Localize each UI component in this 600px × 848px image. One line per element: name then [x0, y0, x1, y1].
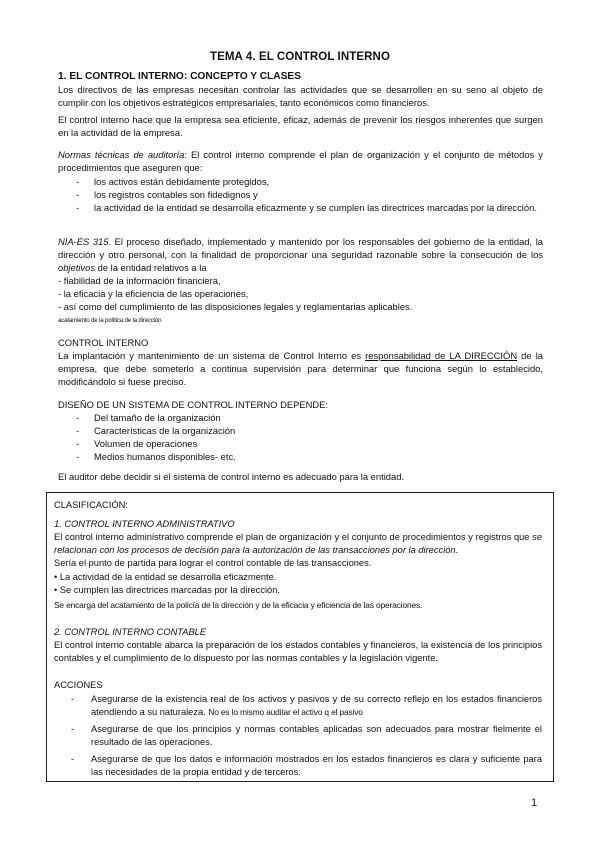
admin-bullet: • La actividad de la entidad se desarrolla eficazmente.	[54, 572, 277, 582]
list-item: - la actividad de la entidad se desarrolla eficazmente y se cumplen las directrices marcadas por la dirección.	[58, 201, 543, 214]
nia-label: NIA-ES 315	[58, 236, 109, 247]
list-item: - los activos están debidamente protegidos,	[58, 175, 543, 188]
list-item: - Del tamaño de la organización	[58, 411, 543, 424]
nia-paragraph	[58, 235, 543, 274]
admin-paragraph	[54, 531, 542, 557]
nia-objetivos: objetivos	[58, 262, 96, 273]
admin-text-b: .	[455, 545, 459, 555]
clasificacion-heading: CLASIFICACIÓN:	[54, 500, 128, 510]
nia-line: - fiabilidad de la información financiera,	[58, 275, 221, 286]
diseno-heading: DISEÑO DE UN SISTEMA DE CONTROL INTERNO DEPENDE:	[58, 399, 329, 410]
nia-line: - así como del cumplimiento de las disposiciones legales y reglamentarias aplicables.	[58, 301, 413, 312]
list-item: - Características de la organización	[58, 424, 543, 437]
control-heading: CONTROL INTERNO	[58, 337, 149, 348]
control-interno-paragraph: El control interno hace que la empresa sea eficiente, eficaz, además de prevenir los riesgos inherentes que surgen en la actividad de la empresa.	[58, 114, 543, 138]
nia-text-b: de la entidad relativos a la	[95, 262, 207, 273]
normas-list	[58, 175, 543, 214]
list-item: - Volumen de operaciones	[58, 437, 543, 450]
page-number: 1	[531, 797, 538, 809]
contable-heading: 2. CONTROL INTERNO CONTABLE	[54, 627, 207, 637]
contable-paragraph: El control interno contable abarca la preparación de los estados contables y financieros, la existencia de los principios contables y el cumplimiento de lo dispuesto por las normas contables y la legislación vigente.	[54, 640, 542, 663]
admin-text-italic: se relacionan con los procesos de decisión para la autorización de las transacciones por la dirección	[54, 532, 542, 555]
admin-text-a: El control interno administrativo comprende el plan de organización y el conjunto de procedimientos y registros que	[54, 532, 533, 542]
admin-heading: 1. CONTROL INTERNO ADMINISTRATIVO	[54, 519, 235, 529]
normas-paragraph	[58, 148, 543, 174]
list-item: - los registros contables son fidedignos y	[58, 188, 543, 201]
control-text-a: La implantación y mantenimiento de un sistema de Control Interno es	[58, 350, 366, 361]
control-underlined: responsabilidad de LA DIRECCIÓN	[365, 350, 518, 361]
normas-text: : El control interno comprende el plan de organización y el conjunto de métodos y procedimientos que aseguren que:	[58, 149, 543, 173]
nia-text-a: . El proceso diseñado, implementado y mantenido por los responsables del gobierno de la entidad, la dirección y otro personal, con la finalidad de proporcionar una seguridad razonable sobre la consecución de los	[58, 236, 543, 260]
control-paragraph	[58, 349, 543, 388]
acciones-heading: ACCIONES	[54, 680, 103, 690]
page-title: TEMA 4. EL CONTROL INTERNO	[209, 51, 390, 63]
acciones-list	[54, 693, 542, 783]
admin-note: Se encarga del acatamiento de la policía de la dirección y de la eficacia y eficiencia de las operaciones.	[54, 600, 423, 610]
admin-line: Sería el punto de partida para lograr el control contable de las transacciones.	[54, 558, 372, 568]
list-item	[54, 693, 542, 719]
nia-line: - la eficacia y la eficiencia de las operaciones,	[58, 288, 249, 299]
list-item: - Asegurarse de que los principios y normas contables aplicadas son adecuados para mostrar fielmente el resultado de las operaciones.	[54, 723, 542, 749]
auditor-line: El auditor debe decidir si el sistema de control interno es adecuado para la entidad.	[58, 471, 405, 482]
list-item: - Medios humanos disponibles- etc.	[58, 450, 543, 463]
handwritten-note: acatamiento de la política de la dirección	[58, 317, 162, 324]
diseno-list	[58, 411, 543, 463]
list-item: - Asegurarse de que los datos e información mostrados en los estados financieros es clara y suficiente para las necesidades de la propia entidad y de terceros.	[54, 753, 542, 779]
section-heading: 1. EL CONTROL INTERNO: CONCEPTO Y CLASES	[58, 71, 302, 82]
accion-note: No es lo mismo auditar el activo q el pasivo	[208, 707, 363, 717]
intro-paragraph: Los directivos de las empresas necesitan controlar las actividades que se desarrollen en su seno al objeto de cumplir con los objetivos estratégicos empresariales, tanto económicos como financieros.	[58, 84, 543, 108]
admin-bullet: • Se cumplen las directrices marcadas por la dirección.	[54, 585, 280, 595]
accion-text: Asegurarse de la existencia real de los activos y pasivos y de su correcto reflejo en los estados financieros atendiendo a su naturaleza.	[91, 694, 542, 717]
normas-label: Normas técnicas de auditoría	[58, 149, 185, 160]
control-text-b: de la empresa, que debe someterlo a continua supervisión para determinar que funciona según lo establecido, modificándolo si fuese preciso.	[58, 350, 544, 387]
